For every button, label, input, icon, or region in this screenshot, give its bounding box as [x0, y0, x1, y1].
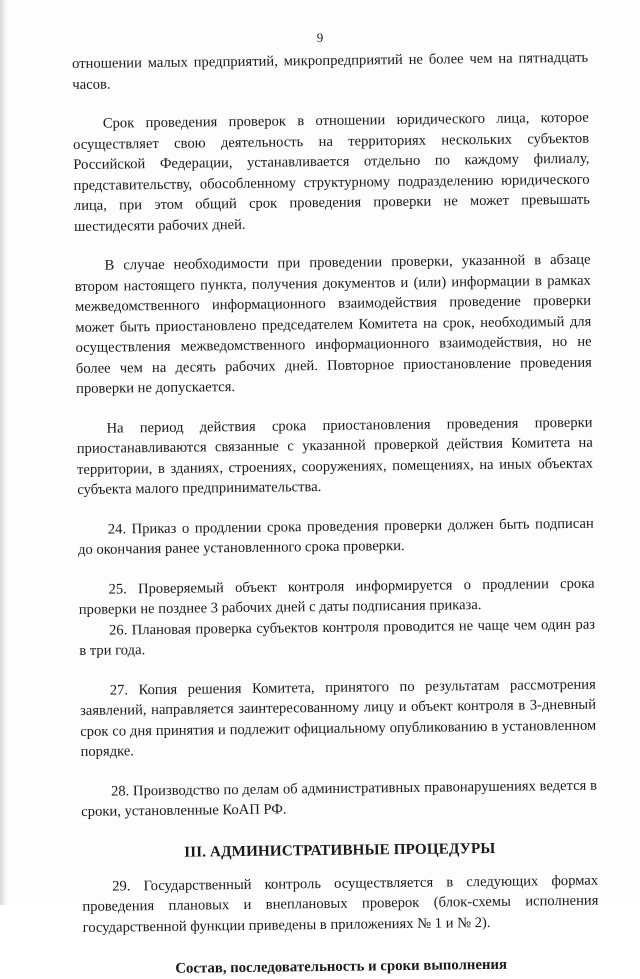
scan-edge-shadow	[0, 0, 8, 905]
subheading: Состав, последовательность и сроки выполнения	[175, 956, 508, 977]
paragraph-29: 29. Государственный контроль осуществляется в следующих формах проведения плановых и внеплановых проверок (блок-схемы исполнения государственной функции приведены в приложениях № 1 и № 2).	[82, 872, 599, 936]
paragraph-continuation: отношении малых предприятий, микропредприятий не более чем на пятнадцать часов.	[72, 49, 589, 93]
paragraph-suspension-period: На период действия срока приостановления проведения проверки приостанавливаются связанные с указанной проверкой действия Комитета на территории, в зданиях, строениях, сооружениях, помещениях, на иных объектах субъекта малого предпринимательства.	[76, 414, 594, 498]
paragraph-26: 26. Плановая проверка субъектов контроля проводится не чаще чем один раз в три года.	[79, 616, 596, 659]
page-content	[72, 48, 599, 979]
paragraph-25: 25. Проверяемый объект контроля информируется о продлении срока проверки не позднее 3 рабочих дней с даты подписания приказа.	[78, 575, 595, 618]
paragraph-24: 24. Приказ о продлении срока проведения проверки должен быть подписан до окончания ранее установленного срока проверки.	[77, 515, 594, 558]
paragraph-suspension: В случае необходимости при проведении проверки, указанной в абзаце втором настоящего пункта, получения документов и (или) информации в рамках межведомственного информационного взаимодействия проведение проверки может быть приостановлено председателем Комитета на срок, необходимый для осуществления межведомственного информационного взаимодействия, но не более чем на десять рабочих дней. Повторное приостановление проведения проверки не допускается.	[74, 251, 592, 397]
page-number: 9	[316, 30, 324, 45]
section-heading: III. АДМИНИСТРАТИВНЫЕ ПРОЦЕДУРЫ	[184, 839, 496, 861]
paragraph-27: 27. Копия решения Комитета, принятого по результатам рассмотрения заявлений, направляется заинтересованному лицу и объект контроля в 3-дневный срок со дня принятия и подлежит официальному опубликованию в установленном порядке.	[79, 676, 597, 760]
paragraph-28: 28. Производство по делам об административных правонарушениях ведется в сроки, установленные КоАП РФ.	[81, 777, 598, 820]
paragraph-inspection-term: Срок проведения проверок в отношении юридического лица, которое осуществляет свою деятельность на территориях нескольких субъектов Российской Федерации, устанавливается отдельно по каждому филиалу, представительству, обособленному структурному подразделению юридического лица, при этом общий срок проведения проверки не может превышать шестидесяти рабочих дней.	[73, 109, 590, 235]
